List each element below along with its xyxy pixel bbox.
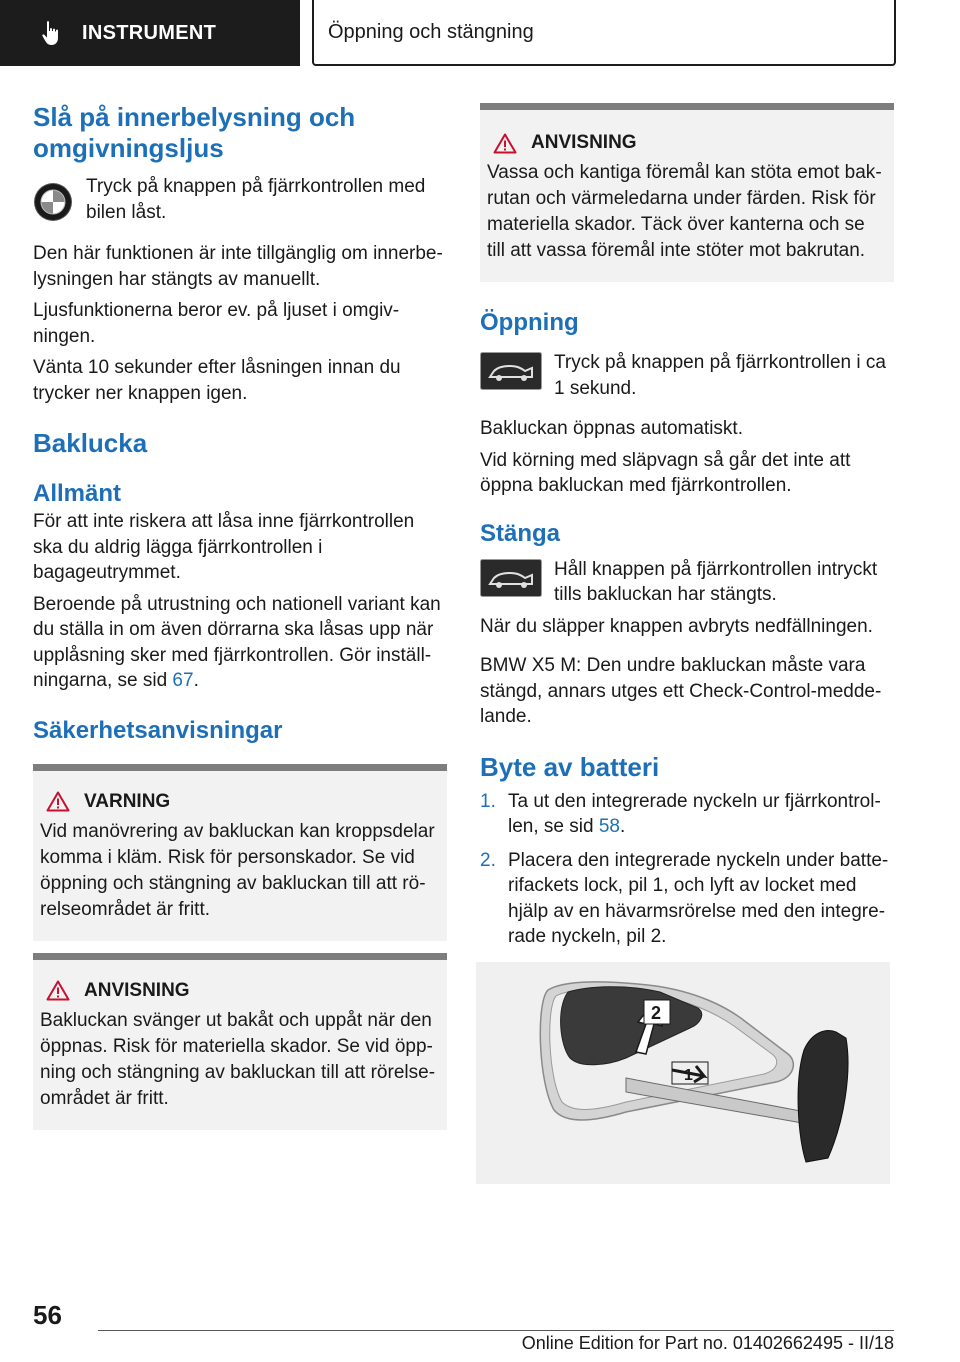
page-number: 56 <box>33 1300 62 1330</box>
page-header <box>0 0 960 66</box>
light-paragraph-1: Den här funktionen är inte tillgänglig om innerbelysningen har stängts av manuellt. <box>33 243 443 290</box>
opening-instruction <box>480 350 894 401</box>
step-number: 1. <box>480 790 496 812</box>
notice-box-left-title <box>40 980 439 1002</box>
warning-box-title <box>40 791 439 813</box>
warning-box <box>33 764 447 941</box>
page-link-58[interactable]: 58 <box>598 816 620 837</box>
warning-triangle-icon <box>46 791 70 812</box>
light-paragraph-2: Ljusfunktionerna beror ev. på ljuset i omgivningen. <box>33 300 400 347</box>
key-battery-illustration <box>476 962 890 1184</box>
step-number: 2. <box>480 849 496 871</box>
notice-label: ANVISNING <box>84 979 190 1001</box>
notice-box-right <box>480 103 894 282</box>
general-paragraph-2-end: . <box>193 670 199 691</box>
figure-label-1: 1 <box>684 1066 693 1084</box>
notice-text-left: Bakluckan svänger ut bakåt och uppåt när den öppnas. Risk för materiella skador. Se vid öppning och stängning av bakluckan till att rörelseområdet är fritt. <box>40 1009 436 1109</box>
light-paragraph-3: Vänta 10 sekunder efter låsningen innan du trycker ner knappen igen. <box>33 357 401 404</box>
remote-key-drawing <box>476 962 890 1184</box>
chapter-label: INSTRUMENT <box>82 21 217 44</box>
section-tab <box>312 0 896 66</box>
pointing-hand-icon <box>38 19 66 47</box>
general-paragraph-2 <box>33 592 447 694</box>
warning-triangle-icon <box>493 133 517 154</box>
footer-divider <box>98 1330 894 1331</box>
page-link-67[interactable]: 67 <box>172 670 194 691</box>
notice-box-right-title <box>487 132 886 154</box>
notice-box-left <box>33 953 447 1130</box>
closing-instruction <box>480 557 894 608</box>
step-text <box>508 789 894 840</box>
warning-label: VARNING <box>84 790 171 812</box>
left-column <box>33 100 447 1130</box>
tailgate-button-icon <box>480 559 542 597</box>
battery-heading: Byte av batteri <box>480 751 660 782</box>
opening-heading: Öppning <box>480 309 579 336</box>
closing-instruction-text: Håll knappen på fjärrkontrollen intryckt tills bakluckan har stängts. <box>554 558 878 605</box>
step-text: Placera den integrerade nyckeln under batterifackets lock, pil 1, och lyft av locket med hjälp av en hävarmsrörelse med den integrerade nyckeln, pil 2. <box>508 849 889 947</box>
warning-triangle-icon <box>46 980 70 1001</box>
bmw-logo-icon <box>33 182 73 222</box>
figure-label-2: 2 <box>651 1002 662 1023</box>
closing-paragraph-2: BMW X5 M: Den undre bakluckan måste vara stängd, annars utges ett Check-Control-meddelande. <box>480 655 882 727</box>
tailgate-button-icon <box>480 352 542 390</box>
opening-instruction-text: Tryck på knappen på fjärrkontrollen i ca 1 sekund. <box>554 352 886 399</box>
opening-paragraph-1: Bakluckan öppnas automatiskt. <box>480 418 743 439</box>
list-item <box>480 848 894 950</box>
general-heading: Allmänt <box>33 480 122 507</box>
list-item <box>480 789 894 840</box>
light-instruction-text: Tryck på knappen på fjärrkontrollen med bilen låst. <box>86 176 426 223</box>
battery-steps <box>480 789 894 950</box>
safety-heading: Säkerhetsanvisningar <box>33 716 283 744</box>
section-label: Öppning och stängning <box>328 20 534 43</box>
tailgate-heading: Baklucka <box>33 428 148 458</box>
light-instruction <box>33 174 447 225</box>
general-paragraph-1: För att inte riskera att låsa inne fjärrkontrollen ska du aldrig lägga fjärrkontrollen i bagageutrymmet. <box>33 511 415 583</box>
general-paragraph-2-text: Beroende på utrustning och nationell variant kan du ställa in om även dörrarna ska låsas upp när upplåsning sker med fjärrkontrollen. Gör inställningarna, se sid <box>33 593 441 691</box>
notice-label: ANVISNING <box>531 132 637 153</box>
light-heading: Slå på innerbelysning och omgivningsljus <box>33 102 356 163</box>
notice-text-right: Vassa och kantiga föremål kan stöta emot bakrutan och värmeledarna under färden. Risk för materiella skador. Täck över kanterna och se till att vassa föremål inte stöter mot bakrutan. <box>487 162 882 261</box>
step-text-end: . <box>619 816 626 837</box>
chapter-tab <box>0 0 300 66</box>
warning-text: Vid manövrering av bakluckan kan kroppsdelar komma i kläm. Risk för personskador. Se vid öppning och stängning av bakluckan till att rörelseområdet är fritt. <box>40 820 435 920</box>
right-column <box>480 103 894 1184</box>
opening-paragraph-2: Vid körning med släpvagn så går det inte att öppna bakluckan med fjärrkontrollen. <box>480 449 851 496</box>
footer-edition: Online Edition for Part no. 01402662495 - II/18 <box>521 1333 894 1353</box>
closing-heading: Stänga <box>480 519 561 547</box>
closing-paragraph-1: När du släpper knappen avbryts nedfällningen. <box>480 615 873 637</box>
step-text-body: Ta ut den integrerade nyckeln ur fjärrkontrollen, se sid <box>508 790 881 837</box>
